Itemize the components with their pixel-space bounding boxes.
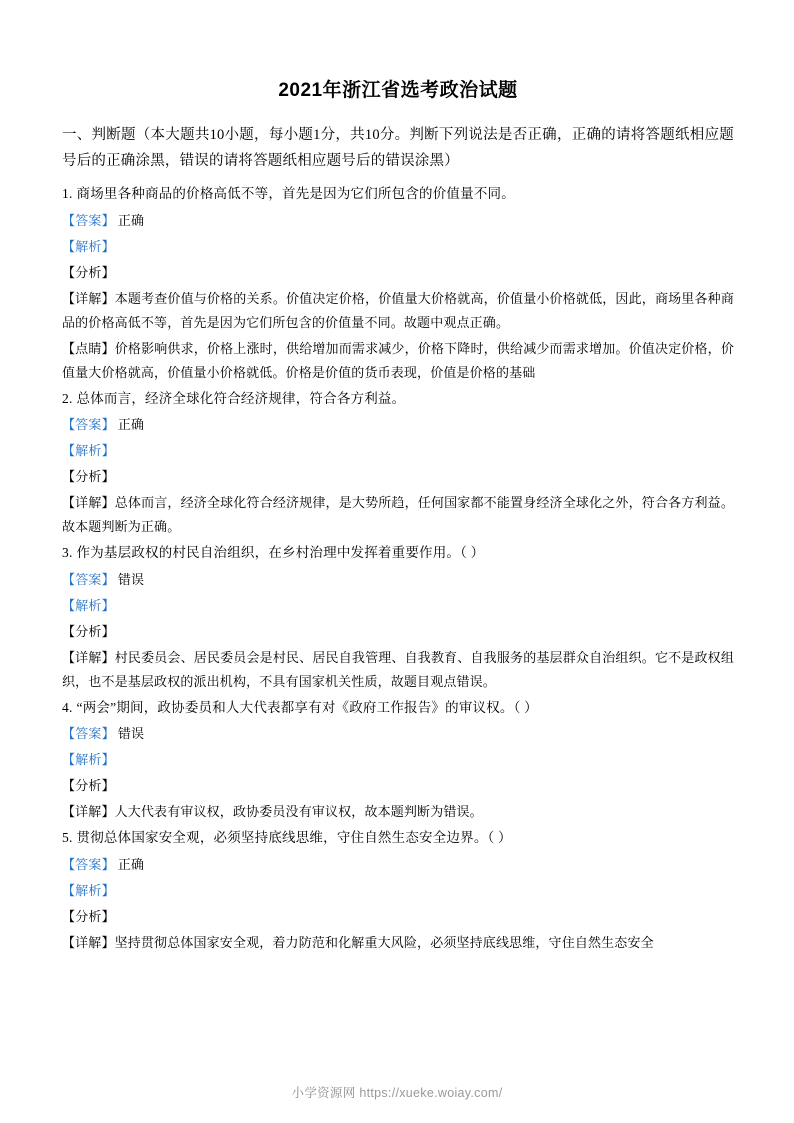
question-text: 作为基层政权的村民自治组织，在乡村治理中发挥着重要作用。（ ） — [76, 545, 485, 561]
question-number: 2. — [62, 390, 73, 406]
footer-watermark — [0, 1083, 794, 1101]
highlight-text: 价格影响供求，价格上涨时，供给增加而需求减少，价格下降时，供给减少而需求增加。价值决定价格，价值量大价格就高，价值量小价格就低。价格是价值的货币表现，价值是价格的基础 — [62, 340, 734, 380]
analysis-line — [62, 878, 734, 904]
answer-line — [62, 412, 734, 438]
detail-text: 村民委员会、居民委员会是村民、居民自我管理、自我教育、自我服务的基层群众自治组织。它不是政权组织，也不是基层政权的派出机构，不具有国家机关性质，故题目观点错误。 — [62, 649, 734, 689]
breakdown-label: 【分析】 — [62, 469, 115, 485]
answer-line — [62, 721, 734, 747]
answer-line — [62, 208, 734, 234]
detail-label: 【详解】 — [62, 804, 115, 820]
detail-text: 人大代表有审议权，政协委员没有审议权，故本题判断为错误。 — [114, 804, 483, 820]
answer-value: 错误 — [117, 571, 145, 587]
detail-label: 【详解】 — [62, 290, 115, 306]
breakdown-line — [62, 619, 734, 645]
question-stem — [62, 386, 734, 412]
watermark-label: 小学资源网 — [291, 1086, 356, 1100]
detail-text: 本题考查价值与价格的关系。价值决定价格，价值量大价格就高，价值量小价格就低，因此，商场里各种商品的价格高低不等，首先是因为它们所包含的价值量不同。故题中观点正确。 — [62, 290, 734, 330]
answer-label: 【答案】 — [62, 726, 115, 742]
breakdown-label: 【分析】 — [62, 264, 115, 280]
answer-value: 正确 — [117, 212, 145, 228]
question-number: 5. — [62, 830, 73, 846]
breakdown-line — [62, 773, 734, 799]
document-content — [62, 78, 734, 956]
question-stem — [62, 540, 734, 566]
detail-line — [62, 799, 734, 825]
answer-label: 【答案】 — [62, 856, 115, 872]
analysis-line — [62, 747, 734, 773]
analysis-line — [62, 234, 734, 260]
answer-value: 错误 — [117, 726, 145, 742]
breakdown-line — [62, 464, 734, 490]
answer-value: 正确 — [117, 856, 145, 872]
breakdown-label: 【分析】 — [62, 623, 115, 639]
answer-label: 【答案】 — [62, 571, 115, 587]
question-stem — [62, 695, 734, 721]
question-stem — [62, 181, 734, 207]
question-number: 4. — [62, 699, 73, 715]
question-stem — [62, 825, 734, 851]
detail-text: 总体而言，经济全球化符合经济规律，是大势所趋，任何国家都不能置身经济全球化之外，符合各方利益。故本题判断为正确。 — [62, 495, 734, 535]
answer-line — [62, 567, 734, 593]
section-heading: 一、判断题（本大题共10小题，每小题1分，共10分。判断下列说法是否正确，正确的请将答题纸相应题号后的正确涂黑，错误的请将答题纸相应题号后的错误涂黑） — [62, 126, 734, 170]
highlight-line — [62, 336, 734, 386]
breakdown-label: 【分析】 — [62, 908, 115, 924]
answer-value: 正确 — [117, 417, 145, 433]
page-title: 2021年浙江省选考政治试题 — [278, 80, 518, 101]
detail-line — [62, 645, 734, 695]
question-text: 总体而言，经济全球化符合经济规律，符合各方利益。 — [76, 390, 406, 406]
analysis-label: 【解析】 — [62, 597, 115, 613]
answer-line — [62, 852, 734, 878]
breakdown-line — [62, 904, 734, 930]
question-text: 贯彻总体国家安全观，必须坚持底线思维，守住自然生态安全边界。（ ） — [76, 830, 512, 846]
detail-label: 【详解】 — [62, 495, 115, 511]
detail-text: 坚持贯彻总体国家安全观，着力防范和化解重大风险，必须坚持底线思维，守住自然生态安全 — [114, 934, 654, 950]
question-number: 3. — [62, 545, 73, 561]
analysis-label: 【解析】 — [62, 443, 115, 459]
detail-line — [62, 286, 734, 336]
detail-label: 【详解】 — [62, 649, 115, 665]
detail-label: 【详解】 — [62, 934, 115, 950]
detail-line — [62, 490, 734, 540]
breakdown-line — [62, 260, 734, 286]
watermark-url: https://xueke.woiay.com/ — [359, 1086, 503, 1100]
highlight-label: 【点睛】 — [62, 340, 115, 356]
analysis-line — [62, 438, 734, 464]
question-text: “两会”期间，政协委员和人大代表都享有对《政府工作报告》的审议权。（ ） — [76, 699, 538, 715]
analysis-line — [62, 593, 734, 619]
detail-line — [62, 930, 734, 956]
analysis-label: 【解析】 — [62, 882, 115, 898]
question-number: 1. — [62, 186, 73, 202]
answer-label: 【答案】 — [62, 417, 115, 433]
breakdown-label: 【分析】 — [62, 778, 115, 794]
analysis-label: 【解析】 — [62, 238, 115, 254]
answer-label: 【答案】 — [62, 212, 115, 228]
question-text: 商场里各种商品的价格高低不等，首先是因为它们所包含的价值量不同。 — [76, 186, 515, 202]
analysis-label: 【解析】 — [62, 752, 115, 768]
